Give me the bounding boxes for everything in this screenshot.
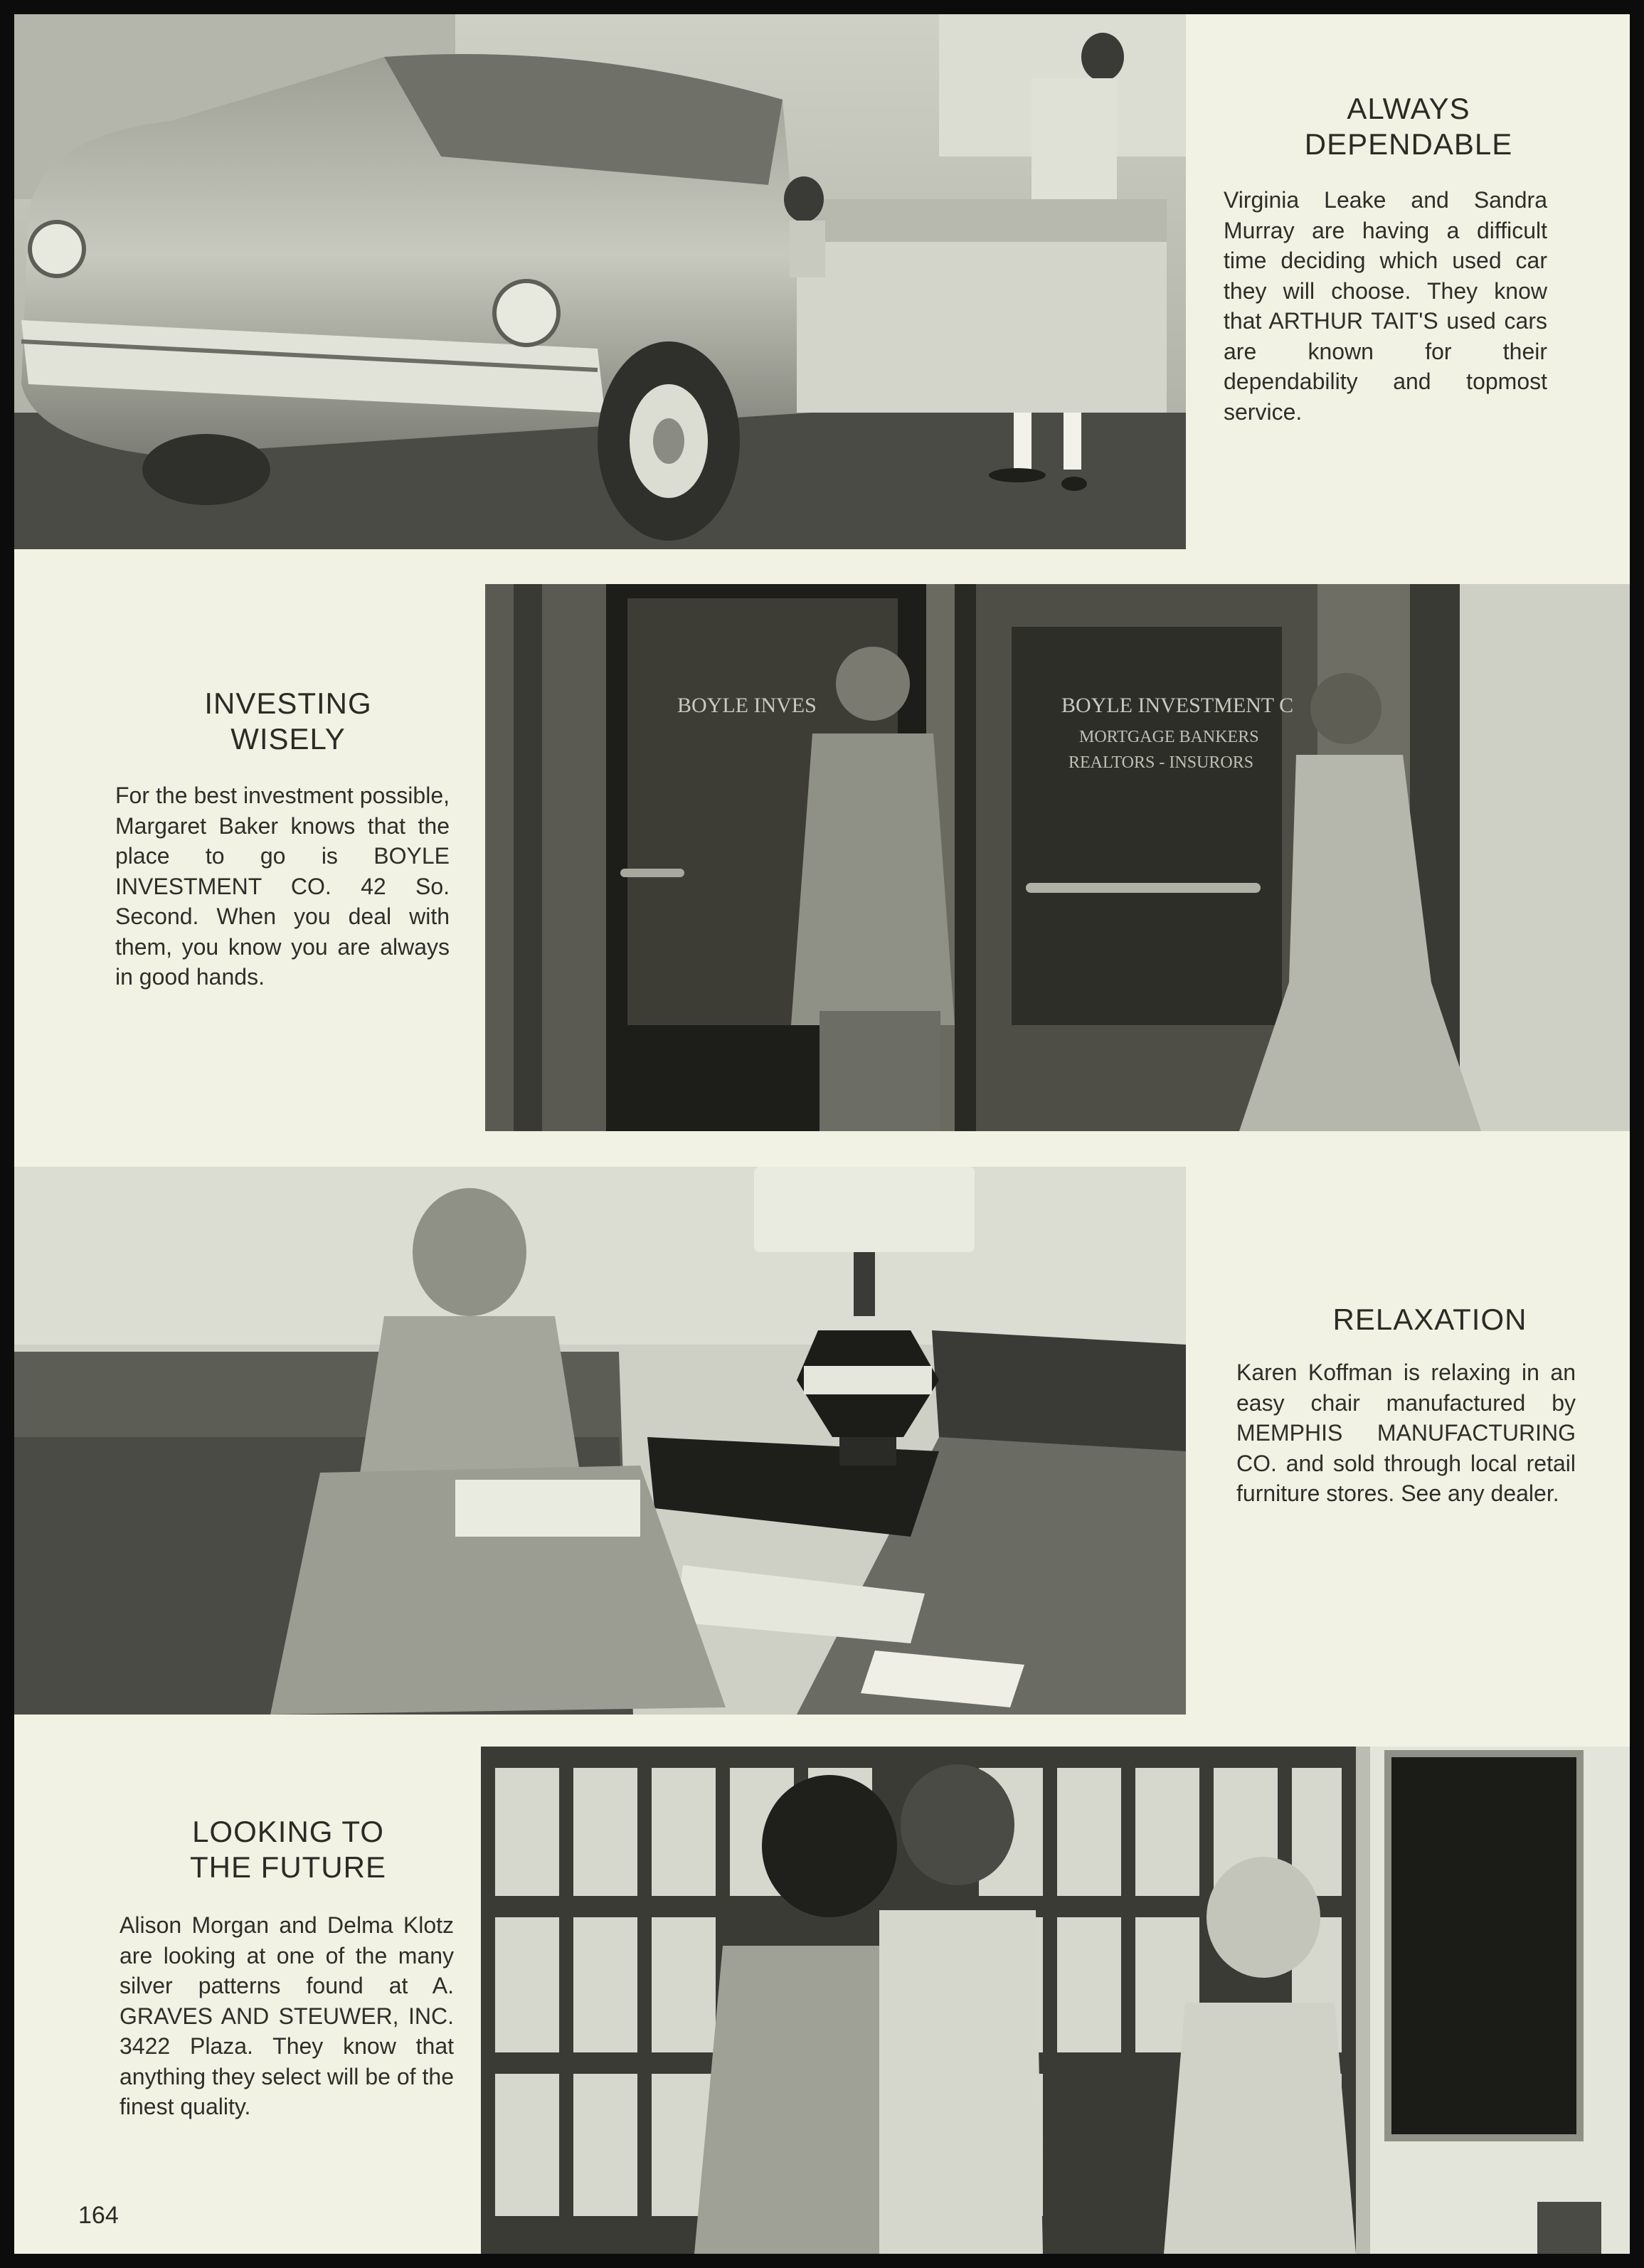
heading-line: INVESTING [204,687,372,720]
heading-line: LOOKING TO [192,1815,384,1848]
heading-line: ALWAYS [1347,92,1470,125]
yearbook-page [14,14,1630,2254]
always-dependable-heading [1199,91,1618,162]
looking-to-the-future-heading [117,1814,459,1885]
relaxation-body: Karen Koffman is relaxing in an easy chair manufactured by MEMPHIS MANUFACTURING CO. and sold through local retail furniture stores. See any dealer. [1236,1360,1576,1506]
relaxation-photo [14,1167,1186,1715]
heading-line: THE FUTURE [190,1850,386,1884]
page-number: 164 [78,2202,119,2229]
door-sign-right-line1: BOYLE INVESTMENT C [1061,694,1294,717]
heading-line: WISELY [230,722,346,756]
used-car-photo [14,14,1186,549]
investing-wisely-heading [124,686,452,757]
looking-to-the-future-body: Alison Morgan and Delma Klotz are looking at one of the many silver patterns found at A. GRAVES AND STEUWER, INC. 3422 Plaza. They know that anything they select will be of the finest quality. [120,1912,454,2119]
door-sign-left: BOYLE INVES [677,694,817,717]
silverware-display-photo [481,1747,1630,2254]
investment-office-photo [485,584,1630,1131]
relaxation-heading: RELAXATION [1332,1303,1527,1336]
investing-wisely-body: For the best investment possible, Margaret Baker knows that the place to go is BOYLE INVESTMENT CO. 42 So. Second. When you deal with them, you know you are always in good hands. [115,783,450,990]
always-dependable-body: Virginia Leake and Sandra Murray are having a difficult time deciding which used car they will choose. They know that ARTHUR TAIT'S used cars are known for their dependability and topmost service. [1224,187,1547,425]
door-sign-right-line3: REALTORS - INSURORS [1068,753,1254,772]
heading-line: DEPENDABLE [1304,127,1513,161]
door-sign-right-line2: MORTGAGE BANKERS [1079,728,1259,746]
